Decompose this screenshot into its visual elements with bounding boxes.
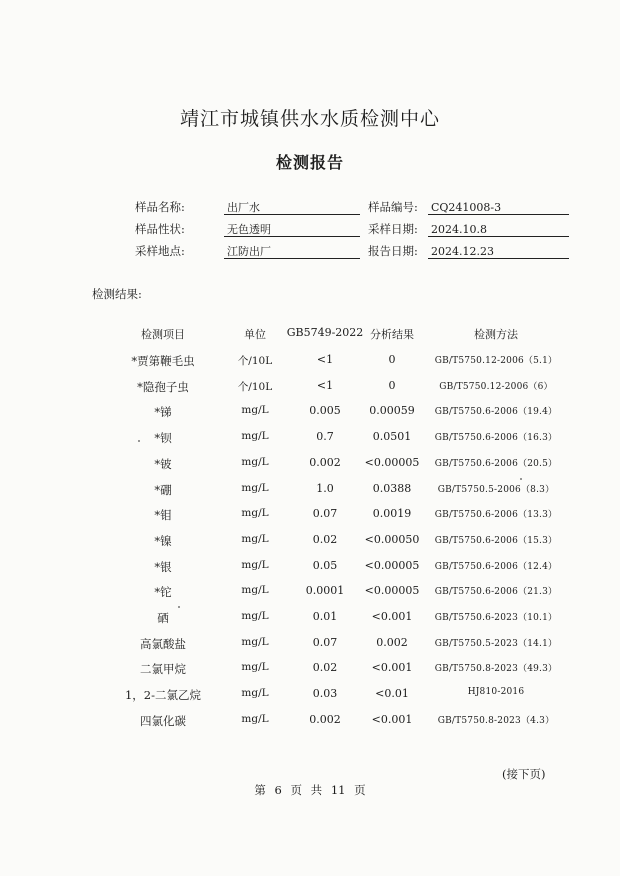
cell-unit: mg/L: [241, 687, 269, 699]
cell-result: <0.01: [375, 687, 409, 700]
cell-method: GB/T5750.5-2023（14.1）: [434, 639, 558, 649]
cell-item: *隐孢子虫: [137, 380, 189, 394]
cell-std: 0.07: [312, 636, 338, 649]
cell-method: GB/T5750.6-2006（16.3）: [434, 433, 558, 443]
cell-std: 0.7: [316, 430, 334, 443]
cell-result: <0.00005: [364, 456, 420, 469]
results-section-label: 检测结果:: [92, 287, 142, 301]
center-title: 靖江市城镇供水水质检测中心: [179, 108, 440, 130]
cell-unit: mg/L: [241, 713, 269, 725]
cell-std: 0.05: [312, 559, 338, 572]
cell-item: 硒: [157, 611, 169, 625]
report-date-label: 报告日期:: [368, 244, 418, 258]
sample-number-label: 样品编号:: [368, 200, 418, 214]
cell-method: GB/T5750.6-2006（13.3）: [434, 510, 558, 520]
cell-item: 二氯甲烷: [140, 662, 186, 676]
cell-unit: mg/L: [241, 507, 269, 519]
cell-std: 1.0: [316, 482, 334, 495]
cell-item: *锑: [154, 405, 172, 419]
cell-std: 0.01: [312, 610, 338, 623]
page-indicator: 第 6 页 共 11 页: [254, 783, 366, 797]
cell-method: GB/T5750.6-2023（10.1）: [434, 613, 558, 623]
cell-method: GB/T5750.6-2006（21.3）: [434, 587, 558, 597]
cell-method: GB/T5750.6-2006（19.4）: [434, 407, 558, 417]
cell-std: <1: [316, 353, 334, 366]
sample-property-label: 样品性状:: [135, 222, 185, 236]
cell-std: 0.005: [309, 404, 341, 417]
cell-item: *镍: [154, 534, 172, 548]
cell-unit: 个/10L: [237, 381, 273, 393]
cell-method: GB/T5750.6-2006（20.5）: [434, 459, 558, 469]
cell-result: <0.00005: [364, 559, 420, 572]
cell-unit: mg/L: [241, 456, 269, 468]
cell-item: *钼: [154, 508, 172, 522]
cell-method: GB/T5750.6-2006（15.3）: [434, 536, 558, 546]
cell-std: 0.0001: [305, 584, 345, 597]
sample-location-label: 采样地点:: [135, 244, 185, 258]
cell-item: *钡: [154, 431, 172, 445]
report-date-value: 2024.12.23: [428, 244, 569, 259]
cell-result: 0.0501: [372, 430, 412, 443]
scan-speck: [178, 606, 180, 608]
cell-std: 0.002: [309, 456, 341, 469]
cell-item: 四氯化碳: [140, 714, 186, 728]
cell-unit: mg/L: [241, 404, 269, 416]
cell-std: 0.07: [312, 507, 338, 520]
cell-result: <0.00050: [364, 533, 420, 546]
sample-name-value: 出厂水: [224, 200, 360, 215]
cell-result: 0.0019: [372, 507, 412, 520]
continue-note: (接下页): [502, 767, 546, 781]
sample-number-value: CQ241008-3: [428, 200, 569, 215]
report-title: 检测报告: [275, 153, 344, 172]
cell-unit: mg/L: [241, 661, 269, 673]
cell-unit: mg/L: [241, 584, 269, 596]
sample-property-value: 无色透明: [224, 222, 360, 237]
cell-item: 1，2-二氯乙烷: [124, 688, 202, 702]
sample-date-value: 2024.10.8: [428, 222, 569, 237]
cell-item: 高氯酸盐: [140, 637, 186, 651]
cell-std: 0.03: [312, 687, 338, 700]
cell-item: *银: [154, 560, 172, 574]
cell-unit: mg/L: [241, 430, 269, 442]
cell-unit: mg/L: [241, 636, 269, 648]
cell-item: *铍: [154, 457, 172, 471]
sample-date-label: 采样日期:: [368, 222, 418, 236]
cell-method: GB/T5750.8-2023（4.3）: [437, 716, 555, 726]
cell-method: GB/T5750.6-2006（12.4）: [434, 562, 558, 572]
header-standard: GB5749-2022: [286, 326, 364, 339]
cell-result: 0: [388, 353, 396, 366]
cell-method: GB/T5750.12-2006（5.1）: [434, 356, 558, 366]
scan-speck: [138, 440, 140, 442]
cell-result: 0.00059: [369, 404, 415, 417]
cell-method: HJ810-2016: [467, 687, 525, 697]
cell-result: <0.001: [371, 713, 413, 726]
header-item: 检测项目: [141, 328, 185, 341]
sample-location-value: 江防出厂: [224, 244, 360, 259]
cell-std: <1: [316, 379, 334, 392]
cell-result: 0: [388, 379, 396, 392]
cell-unit: mg/L: [241, 610, 269, 622]
cell-result: 0.002: [376, 636, 408, 649]
cell-unit: mg/L: [241, 559, 269, 571]
cell-result: <0.001: [371, 610, 413, 623]
cell-result: <0.00005: [364, 584, 420, 597]
header-unit: 单位: [244, 328, 266, 341]
cell-method: GB/T5750.8-2023（49.3）: [434, 664, 558, 674]
cell-unit: mg/L: [241, 482, 269, 494]
cell-std: 0.02: [312, 533, 338, 546]
sample-name-label: 样品名称:: [135, 200, 185, 214]
header-method: 检测方法: [474, 328, 518, 341]
cell-method: GB/T5750.5-2006（8.3）: [437, 485, 555, 495]
cell-result: <0.001: [371, 661, 413, 674]
cell-item: *铊: [154, 585, 172, 599]
scan-speck: [520, 478, 522, 480]
cell-unit: 个/10L: [237, 355, 273, 367]
cell-item: *硼: [154, 483, 172, 497]
cell-method: GB/T5750.12-2006（6）: [439, 382, 553, 392]
cell-item: *贾第鞭毛虫: [131, 354, 195, 368]
cell-unit: mg/L: [241, 533, 269, 545]
cell-result: 0.0388: [372, 482, 412, 495]
cell-std: 0.02: [312, 661, 338, 674]
header-result: 分析结果: [370, 328, 414, 341]
cell-std: 0.002: [309, 713, 341, 726]
